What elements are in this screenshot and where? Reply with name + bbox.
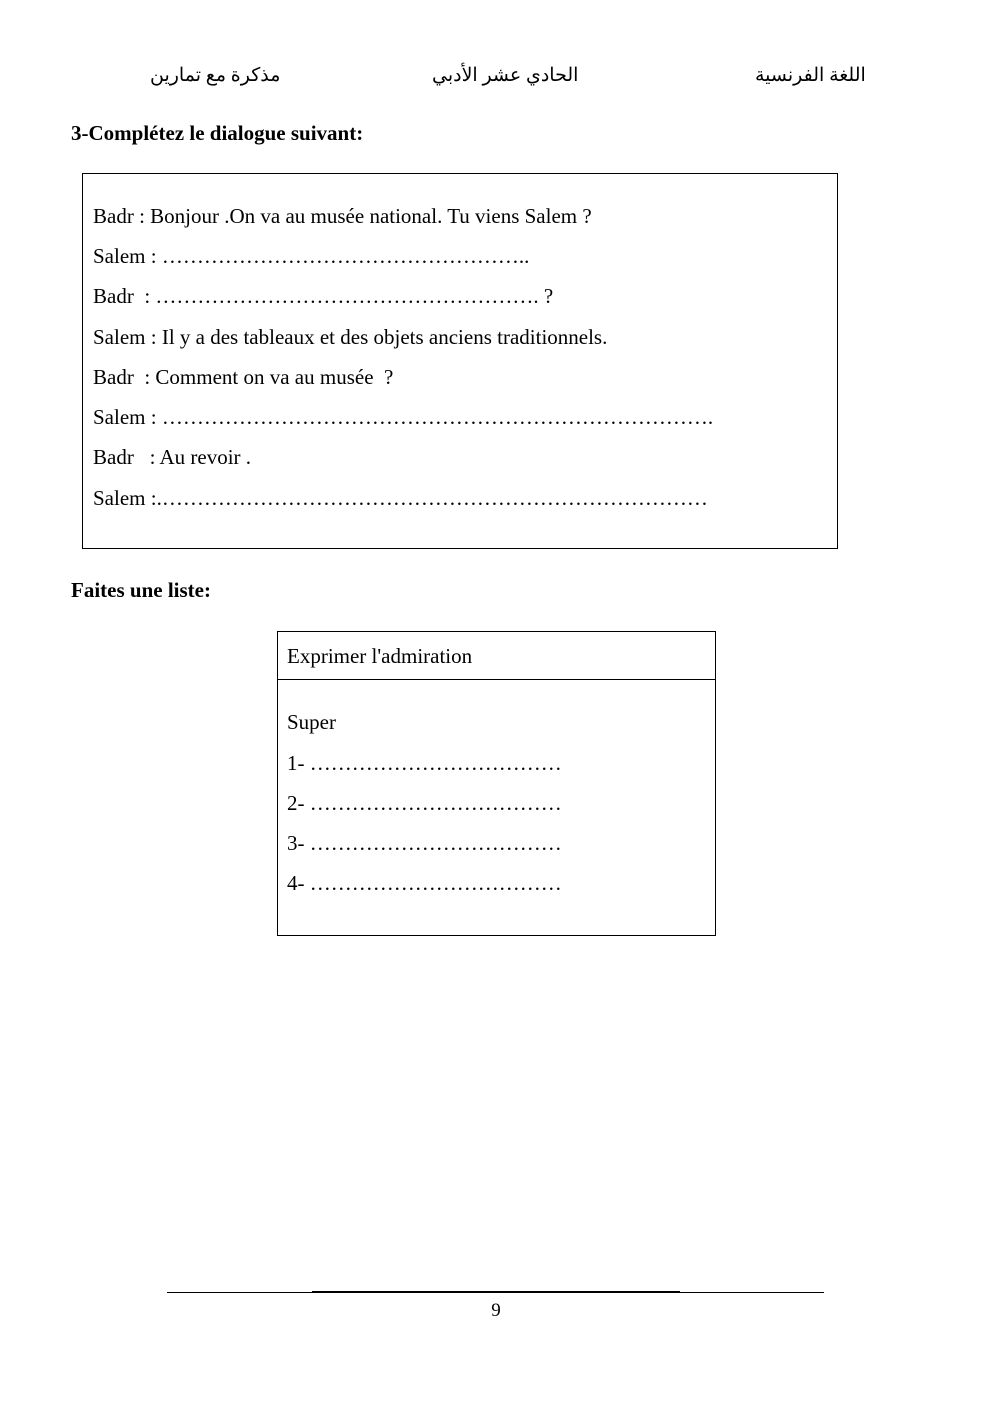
- dialogue-line: Badr : Bonjour .On va au musée national. Tu viens Salem ?: [93, 204, 592, 228]
- header-grade: الحادي عشر الأدبي: [432, 65, 579, 86]
- list-item: Super: [287, 710, 336, 734]
- list-item: 4- ………………………………: [287, 871, 562, 895]
- exercise-3-title: 3-Complétez le dialogue suivant:: [71, 121, 364, 145]
- list-table-header: [278, 632, 715, 680]
- dialogue-line: Badr : Au revoir .: [93, 445, 252, 469]
- list-exercise-title: Faites une liste:: [71, 578, 211, 602]
- dialogue-line: Badr : Comment on va au musée ?: [93, 365, 394, 389]
- dialogue-line: Salem : ……………………………………………..: [93, 244, 530, 268]
- list-item: 3- ………………………………: [287, 831, 562, 855]
- dialogue-box: [82, 173, 838, 549]
- admiration-list-table: [277, 631, 716, 936]
- dialogue-line: Salem :.……………………………………………………………………: [93, 486, 708, 510]
- list-table-header-label: Exprimer l'admiration: [287, 644, 473, 668]
- header-subject: اللغة الفرنسية: [755, 65, 866, 86]
- dialogue-line: Badr : ………………………………………………. ?: [93, 284, 554, 308]
- dialogue-line: Salem : Il y a des tableaux et des objets anciens traditionnels.: [93, 325, 608, 349]
- dialogue-line: Salem : …………………………………………………………………….: [93, 405, 714, 429]
- header-doc-type: مذكرة مع تمارين: [150, 65, 281, 86]
- list-item: 1- ………………………………: [287, 751, 562, 775]
- list-item: 2- ………………………………: [287, 791, 562, 815]
- footer-divider-accent: [312, 1291, 680, 1293]
- page-number: 9: [491, 1300, 501, 1321]
